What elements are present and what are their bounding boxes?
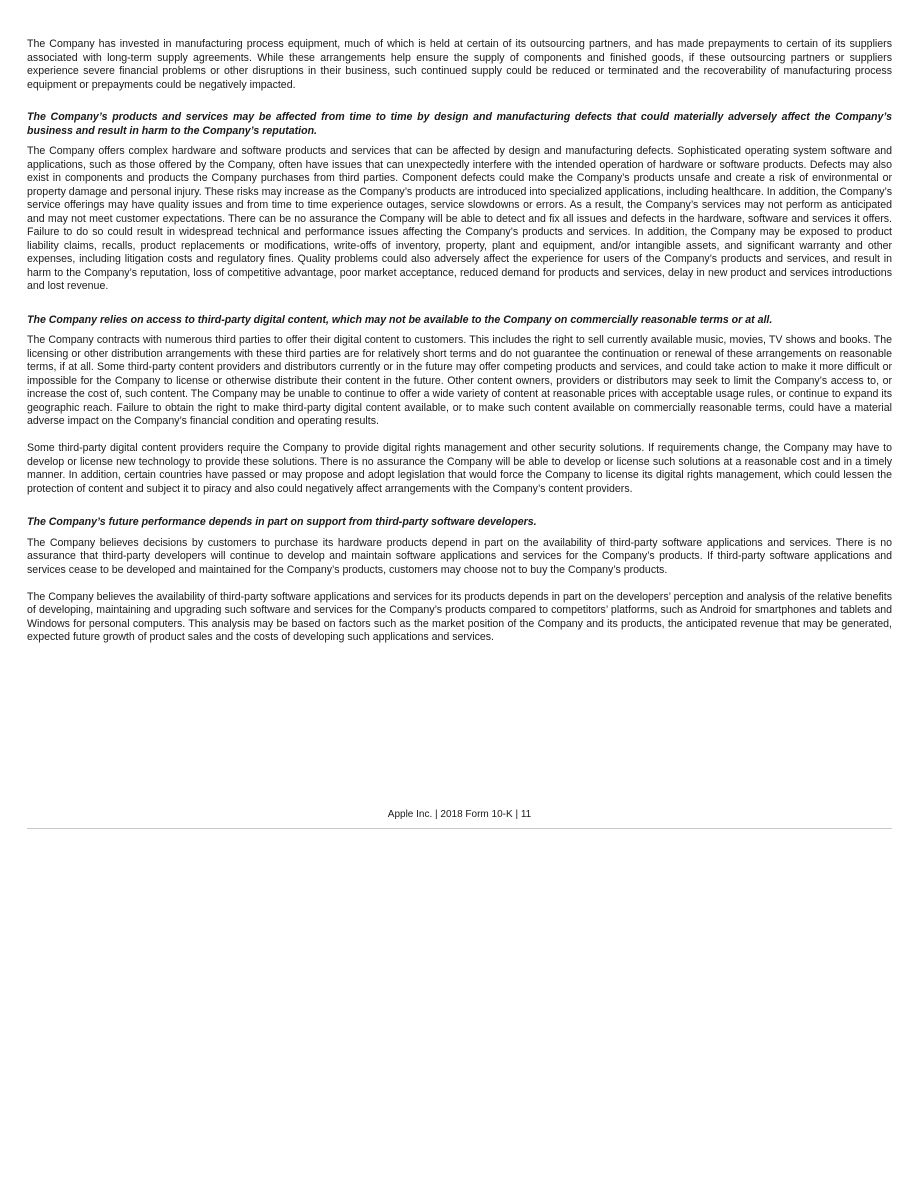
developers-risk-paragraph-1: The Company believes decisions by customers to purchase its hardware products depend in part on the availability of third-party software applications and services. There is no assurance that third-party developers will continue to develop and maintain software applications and services for the Company’s products. If third-party software applications and services cease to be developed and maintained for the Company’s products, customers may choose not to buy the Company’s products. <box>27 536 892 576</box>
content-risk-heading: The Company relies on access to third-party digital content, which may not be available to the Company on commercially reasonable terms or at all. <box>27 313 773 326</box>
defects-risk-heading: The Company’s products and services may be affected from time to time by design and manufacturing defects that could materially adversely affect the Company’s business and result in harm to the Company’s reputation. <box>27 111 892 137</box>
page-footer: Apple Inc. | 2018 Form 10-K | 11 <box>387 809 532 820</box>
intro-paragraph: The Company has invested in manufacturing process equipment, much of which is held at certain of its outsourcing partners, and has made prepayments to certain of its suppliers associated with long-term supply agreements. While these arrangements help ensure the supply of components and finished goods, if these outsourcing partners or suppliers experience severe financial problems or other disruptions in their business, such continued supply could be reduced or terminated and the recoverability of manufacturing process equipment or prepayments could be negatively impacted. <box>27 38 892 91</box>
footer-divider <box>27 828 892 829</box>
content-risk-paragraph-1: The Company contracts with numerous third parties to offer their digital content to customers. This includes the right to sell currently available music, movies, TV shows and books. The licensing or other distribution arrangements with these third parties are for relatively short terms and do not guarantee the continuation or renewal of these arrangements on reasonable terms, if at all. Some third-party content providers and distributors currently or in the future may offer competing products and services, and could take action to make it more difficult or impossible for the Company to license or otherwise distribute their content in the future. Other content owners, providers or distributors may seek to limit the Company’s access to, or increase the cost of, such content. The Company may be unable to continue to offer a wide variety of content at reasonable prices with acceptable usage rules, or continue to expand its geographic reach. Failure to obtain the right to make third-party digital content available, or to make such content available on commercially reasonable terms, could have a material adverse impact on the Company’s financial condition and operating results. <box>27 334 892 427</box>
defects-risk-paragraph: The Company offers complex hardware and software products and services that can be affected by design and manufacturing defects. Sophisticated operating system software and applications, such as those offered by the Company, often have issues that can unexpectedly interfere with the intended operation of hardware or software products. Defects may also exist in components and products the Company purchases from third parties. Component defects could make the Company’s products unsafe and create a risk of environmental or property damage and personal injury. These risks may increase as the Company’s products are introduced into specialized applications, including healthcare. In addition, the Company’s service offerings may have quality issues and from time to time experience outages, service slowdowns or errors. As a result, the Company’s services may not perform as anticipated and may not meet customer expectations. There can be no assurance the Company will be able to detect and fix all issues and defects in the hardware, software and services it offers. Failure to do so could result in widespread technical and performance issues affecting the Company’s products and services. In addition, the Company may be exposed to product liability claims, recalls, product replacements or modifications, write-offs of inventory, property, plant and equipment, and/or intangible assets, and significant warranty and other expenses, including litigation costs and regulatory fines. Quality problems could also adversely affect the experience for users of the Company’s products and services, and result in harm to the Company’s reputation, loss of competitive advantage, poor market acceptance, reduced demand for products and services, delay in new product and services introductions and lost revenue. <box>27 145 892 292</box>
developers-risk-paragraph-2: The Company believes the availability of third-party software applications and services for its products depends in part on the developers’ perception and analysis of the relative benefits of developing, maintaining and upgrading such software and services for the Company’s products compared to competitors’ platforms, such as Android for smartphones and tablets and Windows for personal computers. This analysis may be based on factors such as the market position of the Company and its products, the anticipated revenue that may be generated, expected future growth of product sales and the costs of developing such applications and services. <box>27 590 892 643</box>
developers-risk-heading: The Company’s future performance depends in part on support from third-party software developers. <box>27 516 537 528</box>
content-risk-paragraph-2: Some third-party digital content providers require the Company to provide digital rights management and other security solutions. If requirements change, the Company may have to develop or license new technology to provide these solutions. There is no assurance the Company will be able to develop or license such solutions at a reasonable cost and in a timely manner. In addition, certain countries have passed or may propose and adopt legislation that would force the Company to license its digital rights management, which could lessen the protection of content and subject it to piracy and also could negatively affect arrangements with the Company’s content providers. <box>27 442 892 495</box>
document-page <box>27 38 892 658</box>
